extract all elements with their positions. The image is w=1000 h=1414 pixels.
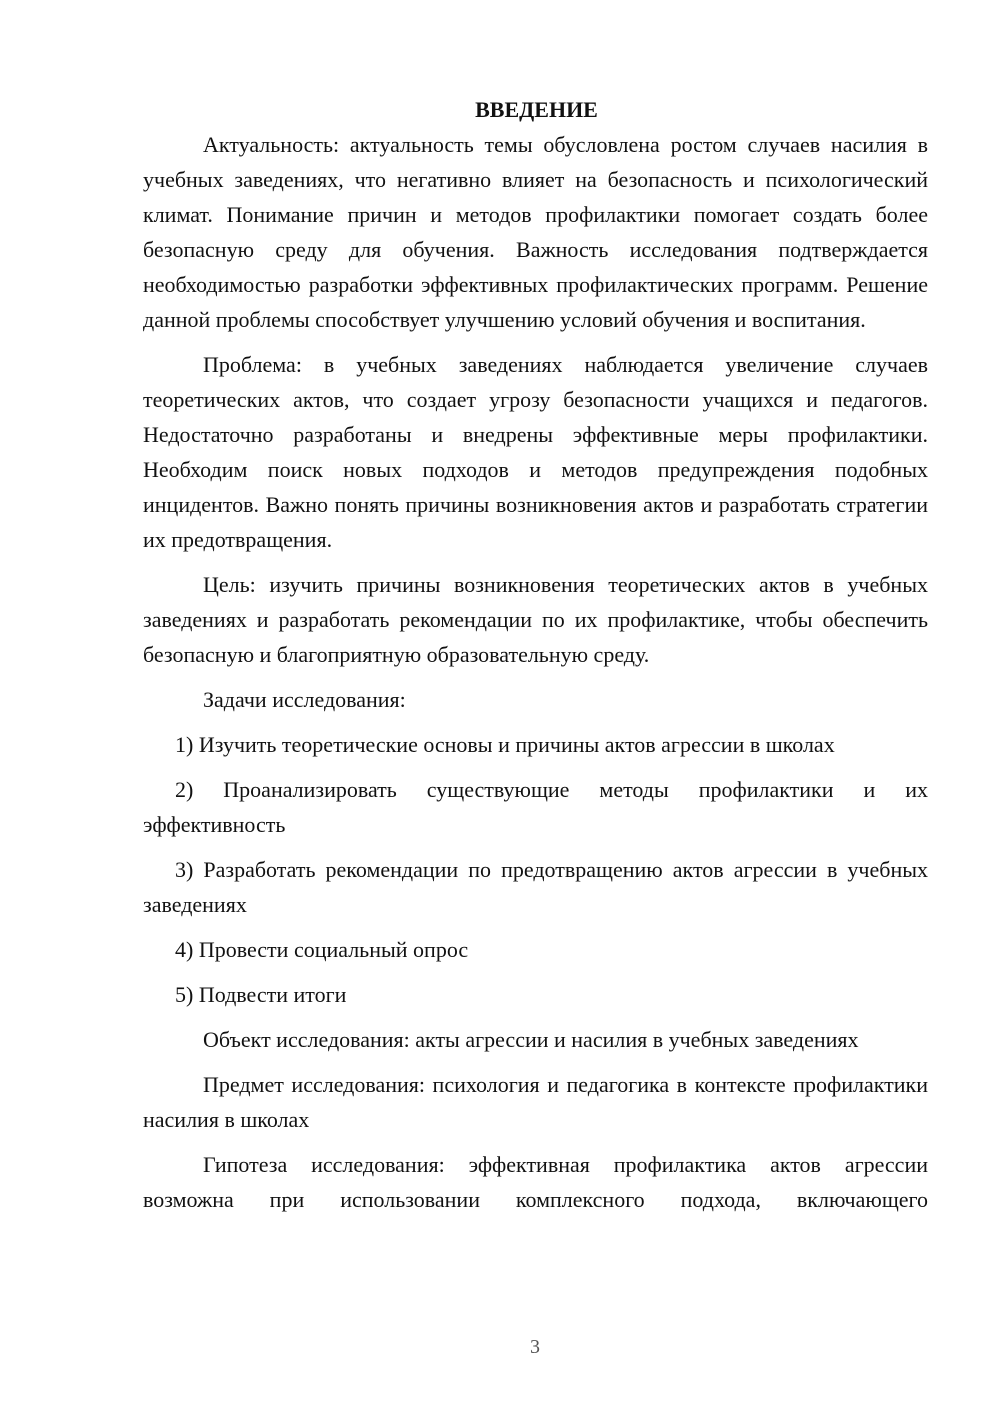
paragraph-goal: Цель: изучить причины возникновения теоретических актов в учебных заведениях и разработать рекомендации по их профилактике, чтобы обеспечить безопасную и благоприятную образовательную среду.	[143, 572, 928, 667]
paragraph-subject: Предмет исследования: психология и педагогика в контексте профилактики насилия в школах	[143, 1072, 928, 1132]
page-title: ВВЕДЕНИЕ	[475, 97, 598, 122]
list-item-task-2: 2) Проанализировать существующие методы профилактики и их эффективность	[143, 777, 928, 837]
paragraph-problem: Проблема: в учебных заведениях наблюдается увеличение случаев теоретических актов, что создает угрозу безопасности учащихся и педагогов. Недостаточно разработаны и внедрены эффективные меры профилактики. Необходим поиск новых подходов и методов предупреждения подобных инцидентов. Важно понять причины возникновения актов и разработать стратегии их предотвращения.	[143, 352, 928, 552]
tasks-heading: Задачи исследования:	[203, 687, 406, 712]
list-item-task-1: 1) Изучить теоретические основы и причины актов агрессии в школах	[175, 732, 835, 757]
paragraph-hypothesis: Гипотеза исследования: эффективная профилактика актов агрессии возможна при использовании комплексного подхода, включающего	[143, 1152, 928, 1212]
paragraph-object: Объект исследования: акты агрессии и насилия в учебных заведениях	[203, 1027, 859, 1052]
paragraph-relevance: Актуальность: актуальность темы обусловлена ростом случаев насилия в учебных заведениях, что негативно влияет на безопасность и психологический климат. Понимание причин и методов профилактики помогает создать более безопасную среду для обучения. Важность исследования подтверждается необходимостью разработки эффективных профилактических программ. Решение данной проблемы способствует улучшению условий обучения и воспитания.	[143, 132, 928, 332]
list-item-task-4: 4) Провести социальный опрос	[175, 937, 469, 962]
list-item-task-3: 3) Разработать рекомендации по предотвращению актов агрессии в учебных заведениях	[143, 857, 928, 917]
page-number: 3	[530, 1336, 540, 1358]
list-item-task-5: 5) Подвести итоги	[175, 982, 347, 1007]
document-page	[143, 92, 928, 1227]
